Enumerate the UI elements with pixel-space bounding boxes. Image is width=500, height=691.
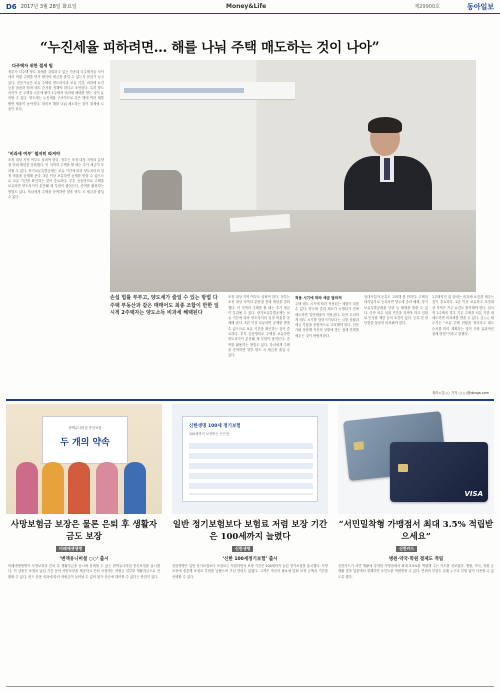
promo-board-big-text: 두 개의 약속 (60, 438, 110, 448)
person-figure (42, 462, 64, 514)
main-headline: “누진세율 피하려면… 해를 나눠 주택 매도하는 것이 나아” (40, 40, 380, 56)
ad-panel-subtitle: 100세까지 보장받는 든든함 (189, 432, 230, 436)
ad-photo-shinhanlife (172, 404, 328, 514)
brand-tag-1: 미래에셋생명 (56, 546, 85, 552)
person-figure (124, 462, 146, 514)
article-text-col4: 임대사업자 등록도 고려해 볼 만하다. 주택임대사업자로 등록하면 양도세 중과 배제, 장기보유특별공제율 상향 등 혜택을 받을 수 있다. 다만 의무 임대 기간을 지켜야 하고 임대료 인상률 제한 등의 조건이 있다. 등록 전 장단점을 꼼꼼히 따져봐야 한다. (364, 295, 428, 326)
ad-panel-graphic (189, 443, 313, 495)
brand-tag-3: 신한카드 (396, 546, 417, 552)
ad-text-1: 미래에셋생명이 사망보장과 은퇴 후 생활자금을 동시에 준비할 수 있는 변액유니버셜 종신보험을 출시했다. 이 상품은 보험료 납입 기간 동안 사망보장을 제공하고 은퇴 시점에는 적립금 일부를 생활자금으로 전환할 수 있다. 펀드 운용 성과에 따라 적립금이 늘어날 수 있어 물가 상승에 대비할 수 있다는 장점이 있다. (8, 564, 160, 579)
article-subhead-2: ‘비과세 여부’ 철저히 따져야 (8, 151, 61, 156)
credit-card-image (390, 442, 488, 502)
card-chip-icon (353, 441, 364, 450)
ad-text-3: 신한카드가 서민 생활에 밀착한 가맹점에서 최대 3.5%를 적립해 주는 카드를 선보였다. 병원, 약국, 학원 등 생활 밀착 업종에서 결제하면 포인트를 적립받을 수 있다. 연회비 부담도 낮춰 누구나 부담 없이 사용할 수 있도록 했다. (338, 564, 494, 579)
ad-photo-miraeasset (6, 404, 162, 514)
article-subtitle: 다주택자 위한 절세 팁 (12, 63, 53, 68)
section-name: Money&Life (226, 3, 267, 10)
ad-panel-title: 신한생명 100세 정기보험 (189, 424, 241, 429)
person-figure (96, 462, 118, 514)
article-text-col3: 주택 매도 시기에 따라 적용되는 세법이 다를 수 있다. 양도세 중과 제도가 시행되기 전에 매도하면 일반세율이 적용된다. 다만 무리하게 매도 시기를 앞당기기보다는 시장 상황과 세금 부담을 종합적으로 고려해야 한다. 전문가와 상담해 자신의 상황에 맞는 절세 전략을 세우는 것이 바람직하다. (295, 302, 359, 338)
ad-photo-shinhancard (338, 404, 494, 514)
card-chip-icon (398, 464, 408, 472)
brand-tag-2: 신한생명 (232, 546, 253, 552)
page-header (0, 0, 500, 14)
person-figure (16, 462, 38, 514)
article-text-col1b: 조정 대상 지역 여부도 살펴야 한다. 정부는 조정 대상 지역의 분양권 전매 제한을 강화했다. 이 지역의 주택을 팔 때는 추가 세금이 부과될 수 있다. 장기보유특별공제는 보유 기간에 따라 양도차익의 일정 비율을 공제해 준다. 3년 이상 보유하면 공제를 받을 수 있으므로 보유 기간을 확인하는 것이 중요하다. 부부 공동명의로 주택을 보유하면 양도차익이 분산돼 세 부담이 줄어든다. 증여를 활용하는 방법도 있다. 자녀에게 주택을 증여하면 향후 양도 시 세금을 줄일 수 있다. (8, 158, 104, 200)
article-text-col5: 1주택자가 된 뒤에는 비과세 요건을 채우는 것이 중요하다. 2년 이상 보유하고 조정대상 지역은 거주 요건도 충족해야 한다. 일시적 2주택의 경우 기존 주택을 처분 기한 내 매도하면 비과세를 받을 수 있다. 김○○ 세무사는 “보유 주택 현황을 정리하고 매도 순서를 미리 계획하는 것이 가장 효과적인 절세 방법”이라고 말했다. (432, 295, 494, 337)
promo-board (42, 416, 128, 464)
photo-caption: 손섭 법률 부부고, 양도세가 줄일 수 있는 방법 다주택 부동산과 같은 매매어도 최종 조합이 반한 일시적 2주택자는 양도소득 비과세 혜택된다 (110, 295, 219, 316)
article-byline: 정리=김○○ 기자 ○○○@donga.com (432, 391, 489, 395)
section-divider (6, 399, 494, 401)
visa-logo: VISA (464, 490, 483, 498)
edition-number: 제29900호 (414, 4, 440, 10)
ad-headline-2: 일반 정기보험보다 보험료 저렴 보장 기간은 100세까지 늘렸다 (172, 520, 328, 542)
article-text-col1: 정부가 다주택 양도 과세를 강화하고 있는 가운데 다주택자들 사이에서 어떤 주택을 먼저 팔아야 세금을 줄일 수 있는지 문의가 늘고 있다. 전문가들은 보유 주택의 양도차익과 보유 기간, 비과세 요건 등을 꼼꼼히 따져 매도 순서를 정해야 한다고 조언한다. 특히 양도차익이 큰 주택을 나중에 팔아 1주택자 비과세 혜택을 받는 것이 유리할 수 있다. 양도세는 누진세율 구조이므로 같은 해에 여러 채를 팔면 세율이 높아진다. 따라서 해를 나눠 매도하는 것이 절세에 도움이 된다. (8, 70, 104, 112)
ad-box-title-1: ‘변액유니버셜 ○○’ 출시 (59, 557, 109, 562)
page-number: D6 (6, 2, 17, 11)
promo-board-small-text: 변액유니버셜 종신보험 (68, 426, 102, 430)
article-subhead-3: 적용 시기에 따라 세금 달라져 (295, 296, 342, 300)
page-bottom-rule (6, 686, 494, 687)
interview-photo (110, 60, 476, 292)
masthead-logo: 동아일보 (466, 1, 494, 11)
person-figure (68, 462, 90, 514)
ad-panel (182, 416, 318, 502)
ad-box-title-2: ‘신한 100세정기보험’ 출시 (222, 557, 278, 562)
ad-headline-1: 사망보험금 보장은 물론 은퇴 후 생활자금도 보장 (10, 520, 158, 542)
ad-text-2: 신한생명은 일반 정기보험보다 보험료는 저렴하면서 보장 기간은 100세까지 늘린 정기보험을 출시했다. 사망보장에 집중해 보험료 부담을 낮췄으며 가입 연령도 넓혔다. 고객은 자신의 필요에 맞춰 보장 금액과 기간을 선택할 수 있다. (172, 564, 328, 579)
issue-date: 2017년 3월 28일 화요일 (20, 4, 77, 10)
ad-headline-3: “서민밀착형 가맹점서 최대 3.5% 적립받으세요” (338, 520, 494, 542)
photo-wall-sign (120, 82, 295, 100)
photo-desk (110, 210, 476, 292)
article-text-col2: 조정 대상 지역 여부도 살펴야 한다. 정부는 조정 대상 지역의 분양권 전매 제한을 강화했다. 이 지역의 주택을 팔 때는 추가 세금이 부과될 수 있다. 장기보유특별공제는 보유 기간에 따라 양도차익의 일정 비율을 공제해 준다. 3년 이상 보유하면 공제를 받을 수 있으므로 보유 기간을 확인하는 것이 중요하다. 부부 공동명의로 주택을 보유하면 양도차익이 분산돼 세 부담이 줄어든다. 증여를 활용하는 방법도 있다. 자녀에게 주택을 증여하면 향후 양도 시 세금을 줄일 수 있다. (228, 295, 290, 358)
ad-box-title-3: 병원·약국·학원 결제도 적립 (388, 557, 444, 562)
